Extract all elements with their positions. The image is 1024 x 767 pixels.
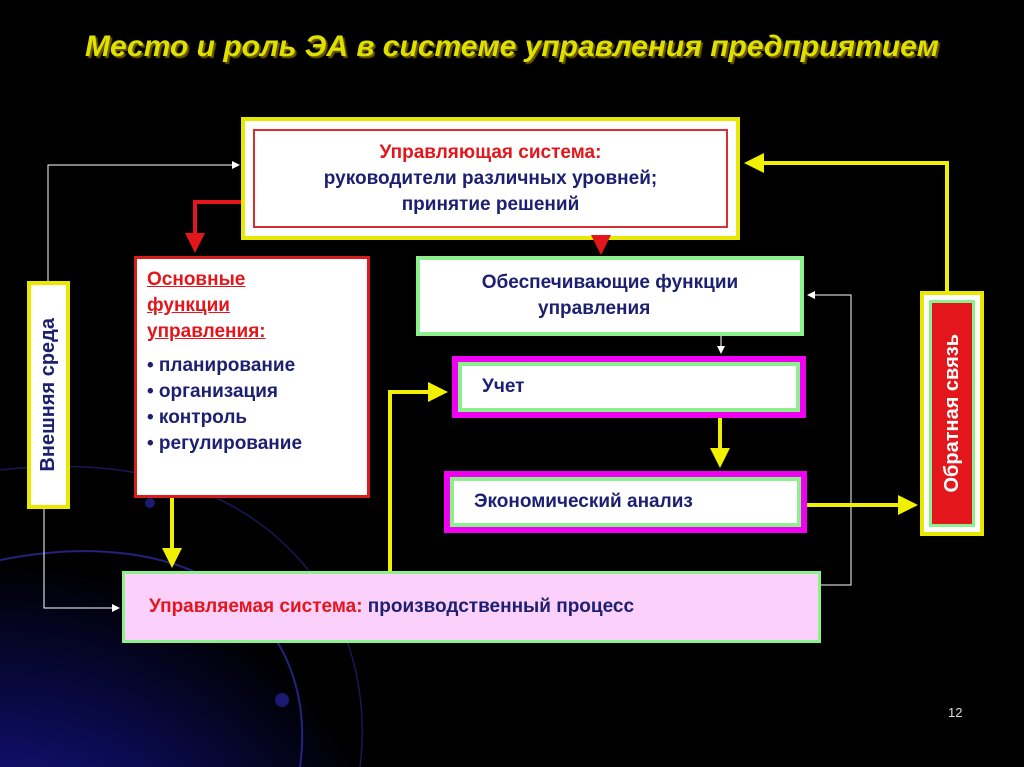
controlled-system-value: производственный процесс xyxy=(362,596,635,617)
control-system-box xyxy=(241,117,740,240)
list-item: • организация xyxy=(147,381,278,402)
accounting-label: Учет xyxy=(482,376,525,397)
economic-analysis-label: Экономический анализ xyxy=(474,491,693,512)
main-functions-list xyxy=(147,353,357,457)
slide-title: Место и роль ЭА в системе управления предприятием xyxy=(85,30,939,63)
list-item: • регулирование xyxy=(147,433,303,454)
list-item: • контроль xyxy=(147,407,248,428)
main-functions-heading-2: функции xyxy=(147,295,230,316)
support-functions-line2: управления xyxy=(538,298,651,319)
support-functions-box xyxy=(416,256,804,336)
page-number: 12 xyxy=(948,705,963,720)
economic-analysis-inner-frame xyxy=(450,477,801,527)
main-functions-heading-1: Основные xyxy=(147,269,246,290)
accounting-box xyxy=(452,356,806,418)
economic-analysis-box xyxy=(444,471,807,533)
feedback-label: Обратная связь xyxy=(940,334,963,493)
main-functions-heading-3: управления: xyxy=(147,321,266,342)
control-system-line3: принятие решений xyxy=(401,193,580,215)
control-system-label: Управляющая система: xyxy=(379,141,602,163)
support-functions-line1: Обеспечивающие функции xyxy=(481,272,739,293)
main-functions-box xyxy=(134,256,370,498)
external-environment-box xyxy=(27,281,70,509)
feedback-box xyxy=(920,291,984,536)
controlled-system-box xyxy=(122,571,821,643)
controlled-system-label: Управляемая система: xyxy=(149,596,363,617)
list-item: • планирование xyxy=(147,355,296,376)
control-system-line2: руководители различных уровней; xyxy=(323,167,658,189)
accounting-inner-frame xyxy=(458,362,800,412)
feedback-inner-frame xyxy=(929,300,975,527)
external-environment-label: Внешняя среда xyxy=(37,318,59,472)
